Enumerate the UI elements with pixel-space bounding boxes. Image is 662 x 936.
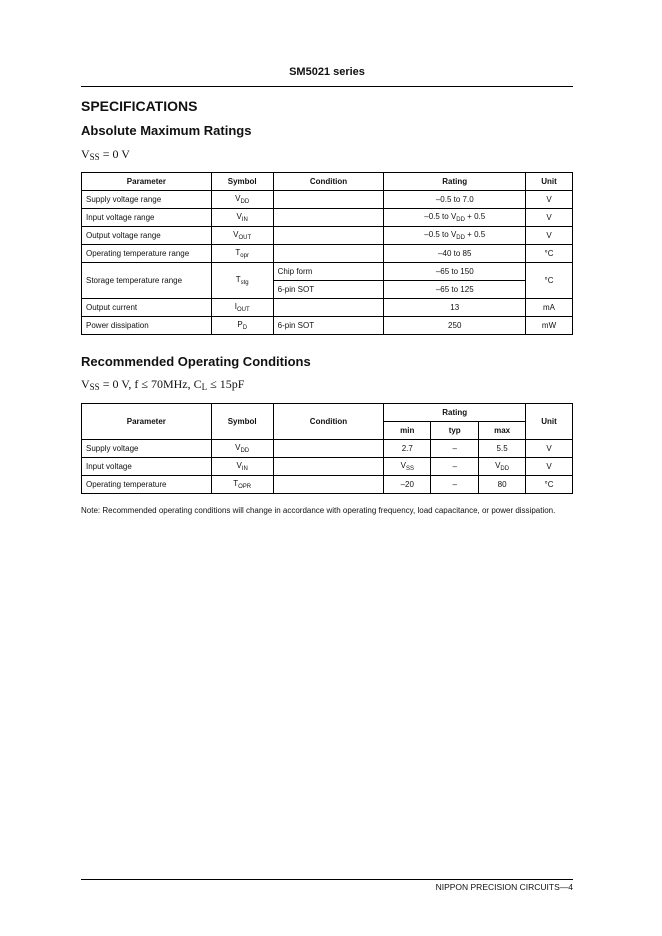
col-header: Unit xyxy=(526,173,573,191)
table-row xyxy=(82,299,573,317)
page-footer: NIPPON PRECISION CIRCUITS—4 xyxy=(435,882,573,892)
col-header: Symbol xyxy=(211,173,273,191)
min-cell: $V_{SS}$ xyxy=(384,458,431,476)
condition-cell xyxy=(273,299,384,317)
table-row xyxy=(82,245,573,263)
condition-cell: 6-pin SOT xyxy=(273,317,384,335)
unit-cell: V xyxy=(526,227,573,245)
table-row xyxy=(82,263,573,281)
unit-cell: V xyxy=(526,440,573,458)
unit-cell: °C xyxy=(526,263,573,299)
rec-op-title: Recommended Operating Conditions xyxy=(81,354,311,369)
typ-cell: – xyxy=(431,440,479,458)
min-cell: 2.7 xyxy=(384,440,431,458)
col-header: Symbol xyxy=(211,404,273,440)
symbol-cell: $P_D$ xyxy=(211,317,273,335)
rating-cell: –0.5 to $V_{DD} + 0.5$ xyxy=(384,227,526,245)
symbol-cell: $T_{stg}$ xyxy=(211,263,273,299)
unit-cell: mA xyxy=(526,299,573,317)
table-row xyxy=(82,227,573,245)
min-cell: –20 xyxy=(384,476,431,494)
unit-cell: V xyxy=(526,191,573,209)
param-cell: Input voltage xyxy=(82,458,212,476)
param-cell: Output voltage range xyxy=(82,227,212,245)
abs-max-title: Absolute Maximum Ratings xyxy=(81,123,252,138)
unit-cell: °C xyxy=(526,245,573,263)
table-row xyxy=(82,476,573,494)
rec-op-table xyxy=(81,403,573,494)
condition-cell: 6-pin SOT xyxy=(273,281,384,299)
col-header: Rating xyxy=(384,173,526,191)
rating-cell: 250 xyxy=(384,317,526,335)
symbol-cell: $T_{OPR}$ xyxy=(211,476,273,494)
param-cell: Output current xyxy=(82,299,212,317)
table-row xyxy=(82,209,573,227)
footer-rule xyxy=(81,879,573,880)
table-row xyxy=(82,440,573,458)
symbol-cell: $V_{IN}$ xyxy=(211,458,273,476)
param-cell: Power dissipation xyxy=(82,317,212,335)
condition-cell xyxy=(273,476,384,494)
unit-cell: V xyxy=(526,209,573,227)
col-header: Condition xyxy=(273,404,384,440)
col-header: typ xyxy=(431,422,479,440)
table-row xyxy=(82,317,573,335)
param-cell: Operating temperature range xyxy=(82,245,212,263)
condition-cell xyxy=(273,227,384,245)
col-header: Rating xyxy=(384,404,526,422)
footnote: Note: Recommended operating conditions will change in accordance with operating frequency, load capacitance, or power dissipation. xyxy=(81,506,556,515)
symbol-cell: $V_{DD}$ xyxy=(211,191,273,209)
param-cell: Input voltage range xyxy=(82,209,212,227)
max-cell: 5.5 xyxy=(479,440,526,458)
condition-cell xyxy=(273,245,384,263)
condition-cell xyxy=(273,458,384,476)
col-header: min xyxy=(384,422,431,440)
table-row xyxy=(82,458,573,476)
rating-cell: –65 to 125 xyxy=(384,281,526,299)
unit-cell: mW xyxy=(526,317,573,335)
typ-cell: – xyxy=(431,458,479,476)
col-header: Parameter xyxy=(82,173,212,191)
param-cell: Storage temperature range xyxy=(82,263,212,299)
section-title: SPECIFICATIONS xyxy=(81,98,198,114)
rec-op-condition: $V_{SS} = 0$ V, f ≤ 70MHz, $C_L \le 15pF$ xyxy=(81,377,245,392)
max-cell: $V_{DD}$ xyxy=(479,458,526,476)
param-cell: Supply voltage xyxy=(82,440,212,458)
table-header-row xyxy=(82,404,573,422)
col-header: Condition xyxy=(273,173,384,191)
condition-cell xyxy=(273,191,384,209)
symbol-cell: $V_{OUT}$ xyxy=(211,227,273,245)
param-cell: Operating temperature xyxy=(82,476,212,494)
typ-cell: – xyxy=(431,476,479,494)
condition-cell xyxy=(273,209,384,227)
rating-cell: –40 to 85 xyxy=(384,245,526,263)
symbol-cell: $V_{IN}$ xyxy=(211,209,273,227)
table-row xyxy=(82,191,573,209)
unit-cell: °C xyxy=(526,476,573,494)
unit-cell: V xyxy=(526,458,573,476)
col-header: Unit xyxy=(526,404,573,440)
abs-max-condition: $V_{SS} = 0$ V xyxy=(81,147,130,162)
table-header-row xyxy=(82,173,573,191)
rating-cell: –0.5 to 7.0 xyxy=(384,191,526,209)
condition-cell xyxy=(273,440,384,458)
header-rule xyxy=(81,86,573,87)
rating-cell: 13 xyxy=(384,299,526,317)
rating-cell: –0.5 to $V_{DD} + 0.5$ xyxy=(384,209,526,227)
param-cell: Supply voltage range xyxy=(82,191,212,209)
max-cell: 80 xyxy=(479,476,526,494)
col-header: Parameter xyxy=(82,404,212,440)
symbol-cell: $I_{OUT}$ xyxy=(211,299,273,317)
abs-max-table xyxy=(81,172,573,335)
condition-cell: Chip form xyxy=(273,263,384,281)
rating-cell: –65 to 150 xyxy=(384,263,526,281)
col-header: max xyxy=(479,422,526,440)
symbol-cell: $V_{DD}$ xyxy=(211,440,273,458)
page-header: SM5021 series xyxy=(289,66,365,78)
symbol-cell: $T_{opr}$ xyxy=(211,245,273,263)
